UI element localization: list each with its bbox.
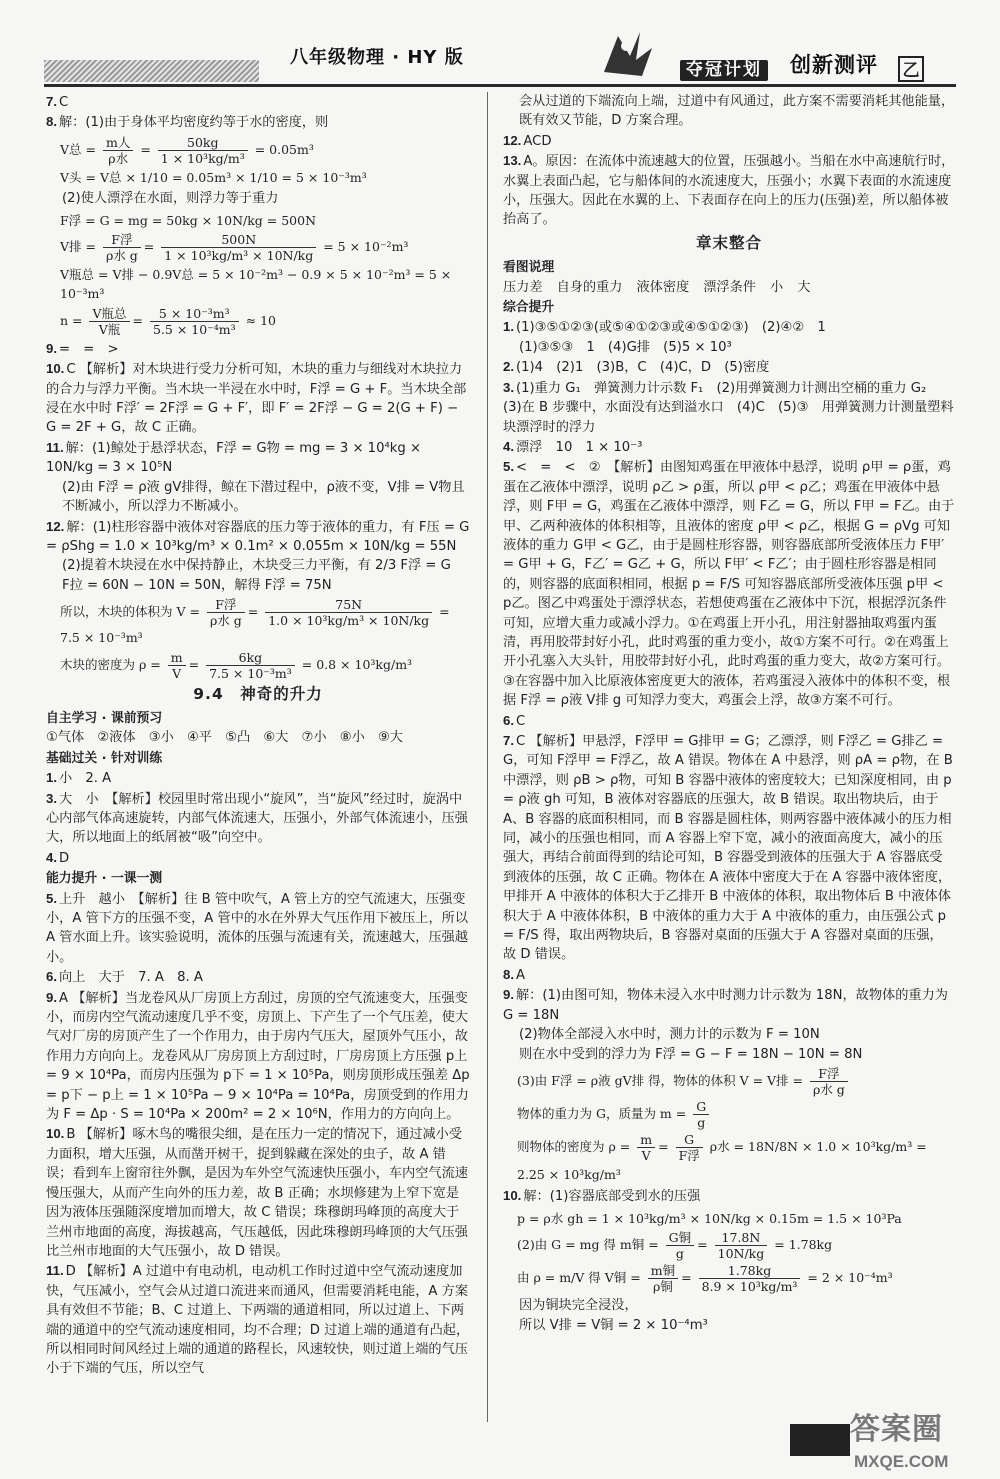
answer-r2: 2. (1)4 (2)1 (3)B，C (4)C，D (5)密度 (503, 359, 770, 376)
page-header (0, 0, 1000, 92)
answer-b1: 1. 小 2. A (46, 770, 112, 787)
formula-v-head: V头 = V总 × 1/10 = 0.05m³ × 1/10 = 5 × 10⁻³m³ (60, 169, 367, 185)
footer-watermark (790, 1412, 970, 1471)
formula-water-pressure: p = ρ水 gh = 1 × 10³kg/m³ × 10N/kg × 0.15m = 1.5 × 10³Pa (517, 1210, 902, 1226)
subsection-basic: 基础过关 · 针对训练 (46, 750, 163, 766)
left-column (46, 92, 470, 1379)
subsection-picture-reasoning: 看图说理 (503, 260, 555, 276)
answer-c5: 5. 上升 越小 【解析】往 B 管中吹气，A 管上方的空气流速大，压强变小，A 管下方的压强不变，A 管中的水在外界大气压作用下被压上，所以 A 管水面上升。该实验说明，流体的压强与流速有关，流速越大，压强越小。 (46, 890, 469, 965)
formula-n-bottles: n = $\frac{\text{V瓶总}}{\text{V瓶}}$ = $\frac{\text{5 × 10⁻³m³}}{\text{5.5 × 10⁻⁴m³}}$ ≈ 10 (60, 305, 276, 337)
answer-c6: 6. 向上 大于 7. A 8. A (46, 969, 203, 986)
grade-badge: 乙 (898, 56, 924, 82)
answer-b4: 4. D (46, 849, 70, 866)
answer-12-right: 12. ACD (503, 132, 552, 149)
answer-r4: 4. 漂浮 10 1 × 10⁻³ (503, 438, 643, 455)
answer-r9: 9. 解：(1)由图可知，物体未浸入水中时测力计示数为 18N，故物体的重力为 G = 18N (2)物体全部浸入水中时，测力计的示数为 F = 10N 则在水中受到的浮力为 F浮 = G − F = 18N − 10N = 8N (3)由 F浮 = ρ液 gV排 得，物体的体积 V = V排 = $\frac{\text{F浮}}{\text{ρ水 g}}$ 物体的重力为 G，质量为 m = $\frac{G}{g}$ 则物体的密度为 ρ = $\frac{m}{V}$ = $\frac{G}{\text{F浮}}$ ρ水 = 18N/8N × 1.0 × 10³kg/m³ = 2.25 × 10³kg/m³ (503, 985, 955, 1184)
picture-reasoning-answers: 压力差 自身的重力 液体密度 漂浮条件 小 大 (503, 279, 811, 295)
answer-r7: 7. C 【解析】甲悬浮，F浮甲 = G排甲 = G；乙漂浮，则 F浮乙 = G排乙 = G，可知 F浮甲 = F浮乙，故 A 错误。物体在 A 中悬浮，则 ρA = ρ物，在 B 中漂浮，则 ρB > ρ物，可知 B 容器中液体的密度较大；已知深度相同，由 p = ρ液 gh 可知，B 液体对容器底的压强大，故 B 错误。取出物块后，由于 A、B 容器的底面积相同，而 B 容器是圆柱体，则两容器中液体减小的压力相同，减小的压强也相同，而 A 容器上窄下宽，减小的液面高度大，减小的压强大，再结合前面得到的结论可知，B 容器受到液体的压强大于 A 容器底受到液体的压强，故 C 正确。物体在 A 液体中密度大于在 A 容器中液体密度，甲排开 A 中液体的体积大于乙排开 B 中液体的体积，取出物体后 B 中液体体积大于 A 中液体体积，B 中液体的重力大于 A 中液体的重力，由压强公式 p = F/S 得，取出两物块后，B 容器对桌面的压强大于 A 容器对桌面的压强，故 D 错误。 (503, 733, 953, 963)
preview-answers: ①气体 ②液体 ③小 ④平 ⑤凸 ⑥大 ⑦小 ⑧小 ⑨大 (46, 730, 403, 746)
header-rule (44, 84, 956, 87)
answer-10: 10. C 【解析】对木块进行受力分析可知，木块的重力与细线对木块拉力的合力与浮力平衡。当木块一半浸在水中时，F浮 = G + F。当木块全部浸在水中时 F浮′ = 2F浮 = G + F′，即 F′ = 2F浮 − G = 2(G + F) − G = 2F + G，故 C 正确。 (46, 361, 467, 436)
column-divider (487, 92, 488, 1422)
formula-buoyancy: F浮 = G = mg = 50kg × 10N/kg = 500N (60, 212, 317, 228)
header-hatch-band (44, 60, 259, 82)
answer-r10: 10. 解：(1)容器底部受到水的压强 p = ρ水 gh = 1 × 10³kg/m³ × 10N/kg × 0.15m = 1.5 × 10³Pa (2)由 G = mg 得 m铜 = $\frac{\text{G铜}}{g}$ = $\frac{17.8N}{10N/kg}$ = 1.78kg 由 ρ = m/V 得 V铜 = $\frac{\text{m铜}}{\text{ρ铜}}$ = $\frac{1.78kg}{\text{8.9 × 10³kg/m³}}$ = 2 × 10⁻⁴m³ 因为铜块完全浸没， 所以 V排 = V铜 = 2 × 10⁻⁴m³ (503, 1186, 955, 1335)
formula-object-density: 则物体的密度为 ρ = $\frac{m}{V}$ = $\frac{G}{\text{F浮}}$ ρ水 = 18N/8N × 1.0 × 10³kg/m³ = (517, 1131, 927, 1163)
answer-12: 12. 解：(1)柱形容器中液体对容器底的压力等于液体的重力，有 F压 = G = ρShg = 1.0 × 10³kg/m³ × 0.1m² × 0.055m × 10N/kg = 55N (2)提着木块浸在水中保持静止，木块受三力平衡，有 2/3 F浮 = G F拉 = 60N − 10N = 50N，解得 F浮 = 75N 所以，木块的体积为 V = $\frac{\text{F浮}}{\text{ρ水 g}}$ = $\frac{75N}{\text{1.0 × 10³kg/m³ × 10N/kg}}$ = 7.5 × 10⁻³m³ 木块的密度为 ρ = $\frac{m}{V}$ = $\frac{6kg}{\text{7.5 × 10⁻³m³}}$ = 0.8 × 10³kg/m³ (46, 518, 470, 681)
watermark-url: MXQE.COM (854, 1452, 949, 1471)
answer-9: 9. = = > (46, 340, 119, 357)
answer-r1: 1. (1)③⑤①②③(或⑤④①②③或④⑤①②③) (2)④② 1 (1)③⑤③ 1 (4)G排 (5)5 × 10³ (503, 319, 826, 355)
answer-b3: 3. 大 小 【解析】校园里时常出现小“旋风”，当“旋风”经过时，旋涡中心内部气体高速旋转，内部气体流速大，压强小，外部气体流速小，压强大，所以地面上的纸屑被“吸”向空中。 (46, 790, 468, 846)
answer-c11-continued: 会从过道的下端流向上端，过道中有风通过，此方案不需要消耗其他能量，既有效又节能，D 方案合理。 (519, 94, 955, 129)
right-column (503, 92, 955, 1335)
formula-block-density: 木块的密度为 ρ = $\frac{m}{V}$ = $\frac{6kg}{\text{7.5 × 10⁻³m³}}$ = 0.8 × 10³kg/m³ (60, 649, 413, 681)
formula-block-volume: 所以，木块的体积为 V = $\frac{\text{F浮}}{\text{ρ水 g}}$ = $\frac{75N}{\text{1.0 × 10³kg/m³ × 10N/kg}}$ = 7.5 × 10⁻³m³ (60, 597, 450, 646)
answer-7: 7. C (46, 94, 69, 110)
answer-r3: 3. (1)重力 G₁ 弹簧测力计示数 F₁ (2)用弹簧测力计测出空桶的重力 G₂ (3)在 B 步骤中，水面没有达到溢水口 (4)C (5)③ 用弹簧测力计测量塑料块漂浮时的浮力 (503, 379, 954, 435)
section-title-9-4: 9.4 神奇的升力 (193, 684, 323, 703)
section-title-chapter-summary: 章末整合 (695, 233, 762, 252)
answer-c10: 10. B 【解析】啄木鸟的嘴很尖细，是在压力一定的情况下，通过减小受力面积，增大压强，从而凿开树干，捉到躲藏在深处的虫子，故 A 错误；看到车上窗帘往外飘，是因为车外空气流速快压强小，车内空气流速慢压强大，从而产生向外的压力差，故 B 正确；水坝修建为上窄下宽是因为液体压强随深度增加而增大，故 C 错误；珠穆朗玛峰顶的高度大于兰州市地面的高度，海拔越高，气压越低，因此珠穆朗玛峰顶的大气压强比兰州市地面的大气压强小，故 D 错误。 (46, 1126, 468, 1259)
watermark-logo: 答案圈 (850, 1412, 943, 1447)
formula-copper-mass: (2)由 G = mg 得 m铜 = $\frac{\text{G铜}}{g}$ = $\frac{17.8N}{10N/kg}$ = 1.78kg (517, 1230, 833, 1262)
subsection-comprehensive: 综合提升 (503, 300, 555, 316)
formula-object-mass: 物体的重力为 G，质量为 m = $\frac{G}{g}$ (503, 1099, 955, 1130)
answer-r8: 8. A (503, 966, 526, 983)
formula-v-displaced: V排 = $\frac{\text{F浮}}{\text{ρ水 g}}$ = $\frac{500N}{\text{1 × 10³kg/m³ × 10N/kg}}$ = 5 × 10⁻²m³ (60, 232, 409, 264)
answer-13-right: 13. A。原因：在流体中流速越大的位置，压强越小。当船在水中高速航行时，水翼上表面凸起，它与船体间的水流速度大，压强小；水翼下表面的水流速度小，压强大。因此在水翼的上、下表面存在向上的压力(压强)差，所以船体被抬高了。 (503, 153, 955, 228)
header-title: 八年级物理 · HY 版 (290, 47, 464, 68)
page-number-block (790, 1424, 850, 1456)
header-brand: 创新测评 (790, 53, 878, 77)
formula-v-total: V总 = $\frac{\text{m人}}{\text{ρ水}}$ = $\frac{50kg}{\text{1 × 10³kg/m³}}$ = 0.05m³ (60, 134, 314, 166)
answer-c11: 11. D 【解析】A 过道中有电动机，电动机工作时过道中空气流动速度加快，气压减小，空气会从过道口流进来而通风，但需要消耗电能，A 方案具有效但不节能；B、C 过道上、下两端的通道相同，所以过道上、下两端的通道中的空气流动速度相同，均不合理；D 过道上端的通道有凸起，所以相同时间风经过上端的通道的路程长，风速较快，则过道上端的气压小于下端的气压，所以空气 (46, 1263, 470, 1377)
answer-r6: 6. C (503, 712, 526, 729)
formula-v-bottles: V瓶总 = V排 − 0.9V总 = 5 × 10⁻²m³ − 0.9 × 5 × 10⁻²m³ = 5 × 10⁻³m³ (60, 267, 452, 302)
subsection-advance: 能力提升 · 一课一测 (46, 871, 163, 887)
formula-copper-volume: 由 ρ = m/V 得 V铜 = $\frac{\text{m铜}}{\text{ρ铜}}$ = $\frac{1.78kg}{\text{8.9 × 10³kg/m³}}$ = 2 × 10⁻⁴m³ (517, 1263, 893, 1295)
answer-c9: 9. A 【解析】当龙卷风从厂房顶上方刮过，房顶的空气流速变大，压强变小，而房内空气流动速度几乎不变，房顶上、下产生了一个气压差，使大气对厂房的房顶产生了一个作用力，由于房内气压大，屋顶外气压小，故作用力方向向上。龙卷风从厂房房顶上方刮过时，厂房房顶上方压强 p上 = 9 × 10⁴Pa，而房内压强为 p下 = 1 × 10⁵Pa，则房顶形成压强差 Δp = p下 − p上 = 1 × 10⁵Pa − 9 × 10⁴Pa = 10⁴Pa，房顶受到的作用力为 F = Δp · S = 10⁴Pa × 200m² = 2 × 10⁶N，作用力的方向向上。 (46, 989, 470, 1123)
answer-11: 11. 解：(1)鲸处于悬浮状态，F浮 = G物 = mg = 3 × 10⁴kg × 10N/kg = 3 × 10⁵N (2)由 F浮 = ρ液 gV排得，鲸在下潜过程中，ρ液不变，V排 = V物且不断减小，所以浮力不断减小。 (46, 439, 465, 515)
series-logo: 夺冠计划 (680, 60, 768, 81)
subsection-preview: 自主学习 · 课前预习 (46, 710, 163, 726)
answer-r5: 5. < = < ② 【解析】由图知鸡蛋在甲液体中悬浮，说明 ρ甲 = ρ蛋，鸡蛋在乙液体中漂浮，说明 ρ乙 > ρ蛋，所以 ρ甲 < ρ乙；鸡蛋在甲液体中悬浮，则 F甲 = G，鸡蛋在乙液体中漂浮，则 F乙 = G，所以 F甲 = F乙。由于甲、乙两种液体的体积相等，且液体的密度 ρ甲 < ρ乙，根据 G = ρVg 可知液体的重力 G甲 < G乙，由于是圆柱形容器，则容器底部所受液体压力 F甲′ = G甲 + G，F乙′ = G乙 + G，所以 F甲′ < F乙′；由于圆柱形容器是相同的，则容器的底面积相同，根据 p = F/S 可知容器底部所受液体压强 p甲 < p乙。图乙中鸡蛋处于漂浮状态，若想使鸡蛋在乙液体中下沉，根据浮沉条件可知，应增大重力或减小浮力。①在鸡蛋上开小孔，用注射器抽取鸡蛋内蛋清，再用胶带封好小孔，此时鸡蛋的重力变小，故①方案不可行。②在鸡蛋上开小孔塞入大头针，用胶带封好小孔，此时鸡蛋的重力变大，故②方案可行。③在容器中加入比原液体密度更大的液体，若鸡蛋浸入液体中的体积不变，根据 F浮 = ρ液 V排 g 可知浮力变大，鸡蛋会上浮，故③方案不可行。 (503, 459, 955, 709)
formula-object-volume: (3)由 F浮 = ρ液 gV排 得，物体的体积 V = V排 = $\frac{\text{F浮}}{\text{ρ水 g}}$ (503, 1066, 955, 1097)
answer-8: 8. 解：(1)由于身体平均密度约等于水的密度，则 V总 = $\frac{\text{m人}}{\text{ρ水}}$ = $\frac{50kg}{\text{1 × 10³kg/m³}}$ = 0.05m³ V头 = V总 × 1/10 = 0.05m³ × 1/10 = 5 × 10⁻³m³ (2)使人漂浮在水面，则浮力等于重力 F浮 = G = mg = 50kg × 10N/kg = 500N V排 = $\frac{\text{F浮}}{\text{ρ水 g}}$ = $\frac{500N}{\text{1 × 10³kg/m³ × 10N/kg}}$ = 5 × 10⁻²m³ V瓶总 = V排 − 0.9V总 = 5 × 10⁻²m³ − 0.9 × 5 × 10⁻²m³ = 5 × 10⁻³m³ n = $\frac{\text{V瓶总}}{\text{V瓶}}$ = $\frac{\text{5 × 10⁻³m³}}{\text{5.5 × 10⁻⁴m³}}$ ≈ 10 (46, 112, 470, 336)
